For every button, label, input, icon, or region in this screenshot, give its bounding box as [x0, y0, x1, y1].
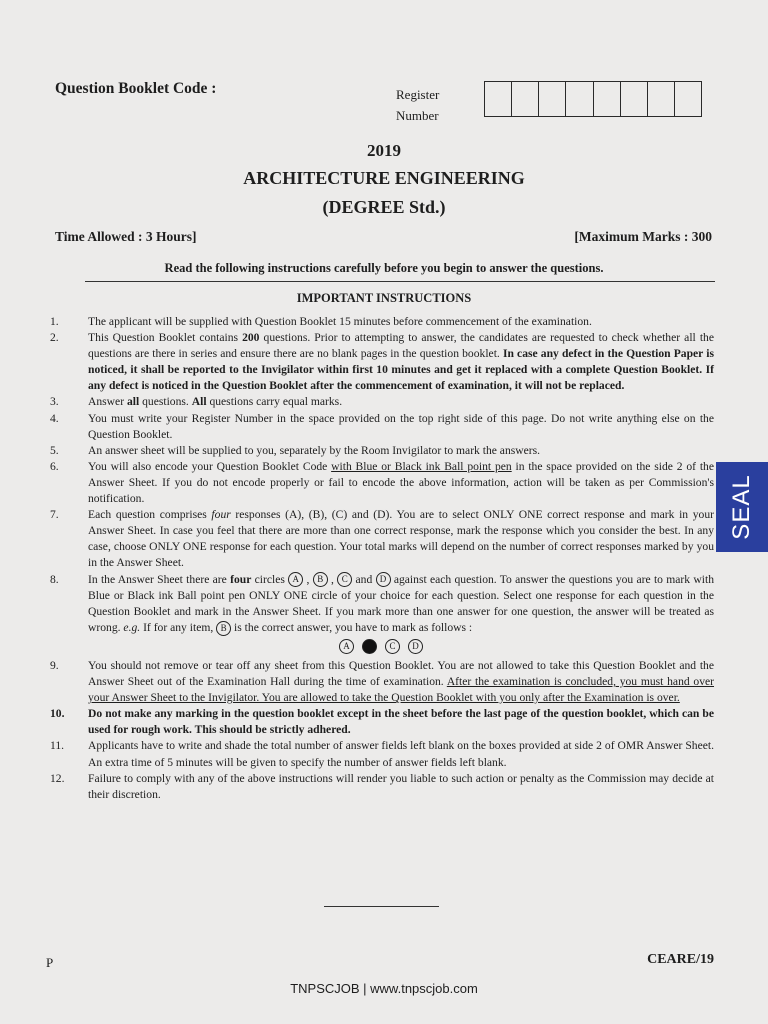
register-number-label: Register Number	[396, 87, 440, 123]
instructions-heading: IMPORTANT INSTRUCTIONS	[296, 291, 472, 305]
instruction-item-1: 1. The applicant will be supplied with Question Booklet 15 minutes before commencement of the examination.	[50, 315, 592, 328]
exam-subject: ARCHITECTURE ENGINEERING	[243, 168, 525, 188]
paper-code: CEARE/19	[647, 952, 714, 967]
instructions-list	[50, 314, 714, 803]
instruction-item-9: 9. You should not remove or tear off any sheet from this Question Booklet. You are not allowed to take this Question Booklet and the Answer Sheet out of the Examination Hall during the time of examination. After the examination is concluded, you must hand over your Answer Sheet to the Invigilator. You are allowed to take the Question Booklet with you only after the Examination is over.	[50, 658, 715, 705]
seal-tab: SEAL	[716, 462, 768, 552]
read-instruction-line: Read the following instructions carefully before you begin to answer the questions.	[164, 261, 604, 275]
instruction-item-11: 11. Applicants have to write and shade the total number of answer fields left blank on the boxes provided at side 2 of OMR Answer Sheet. An extra time of 5 minutes will be given to specify the number of answer fields left blank.	[50, 739, 714, 769]
example-bubble-c: C	[385, 639, 400, 654]
maximum-marks: [Maximum Marks : 300	[574, 229, 712, 244]
instruction-item-2: 2. This Question Booklet contains 200 questions. Prior to attempting to answer, the candidates are requested to check whether all the questions are there in series and ensure there are no blank pages in the question booklet. In case any defect in the Question Paper is noticed, it shall be reported to the Invigilator within first 10 minutes and get it replaced with a complete Question Booklet. If any defect is noticed in the Question Booklet after the commencement of examination, it will not be replaced.	[50, 331, 714, 393]
instruction-item-8: 8. In the Answer Sheet there are four circles A , B , C and D against each question. To answer the questions you are to mark with Blue or Black ink Ball point pen ONLY ONE circle of your choice for each question. Select one response for each question in the Question Booklet and mark in the Answer Sheet. If you mark more than one answer for one question, the answer will be treated as wrong. e.g. If for any item, B is the correct answer, you have to mark as follows : A C D	[50, 572, 714, 658]
instruction-item-12: 12. Failure to comply with any of the above instructions will render you liable to such action or penalty as the Commission may decide at their discretion.	[50, 771, 714, 801]
end-divider	[324, 906, 439, 907]
exam-standard: (DEGREE Std.)	[322, 197, 446, 217]
bubble-b: B	[313, 572, 328, 587]
bubble-d: D	[376, 572, 391, 587]
instruction-item-10: 10. Do not make any marking in the question booklet except in the sheet before the last page of the question booklet, which can be used for rough work. This should be strictly adhered.	[50, 707, 714, 737]
time-allowed: Time Allowed : 3 Hours]	[55, 229, 197, 244]
divider	[85, 281, 715, 282]
example-bubble-d: D	[408, 639, 423, 654]
answer-example	[48, 636, 714, 658]
instruction-item-3: 3. Answer all questions. All questions carry equal marks.	[50, 395, 343, 409]
instruction-item-4: 4. You must write your Register Number in the space provided on the top right side of this page. Do not write anything else on the Question Booklet.	[50, 411, 714, 441]
bubble-c: C	[337, 572, 352, 587]
question-booklet-code-label: Question Booklet Code :	[55, 80, 217, 97]
example-bubble-filled	[362, 639, 377, 654]
instruction-item-6: 6. You will also encode your Question Booklet Code with Blue or Black ink Ball point pen in the space provided on the side 2 of the Answer Sheet. If you do not encode properly or fail to encode the above information, action will be taken as per Commission's notification.	[50, 459, 714, 506]
register-number-boxes[interactable]	[484, 81, 702, 117]
instruction-item-7: 7. Each question comprises four responses (A), (B), (C) and (D). You are to select ONLY ONE correct response and mark in your Answer Sheet. In case you feel that there are more than one correct response, mark the response which you consider the best. In any case, choose ONLY ONE response for each question. Your total marks will depend on the number of correct responses marked by you in the Answer Sheet.	[50, 508, 714, 570]
example-bubble-a: A	[339, 639, 354, 654]
exam-year: 2019	[367, 141, 401, 160]
page-mark: P	[46, 955, 54, 970]
footer-watermark: TNPSCJOB | www.tnpscjob.com	[290, 981, 478, 996]
bubble-a: A	[288, 572, 303, 587]
instruction-item-5: 5. An answer sheet will be supplied to you, separately by the Room Invigilator to mark the answers.	[50, 443, 541, 457]
bubble-b-example: B	[216, 621, 231, 636]
